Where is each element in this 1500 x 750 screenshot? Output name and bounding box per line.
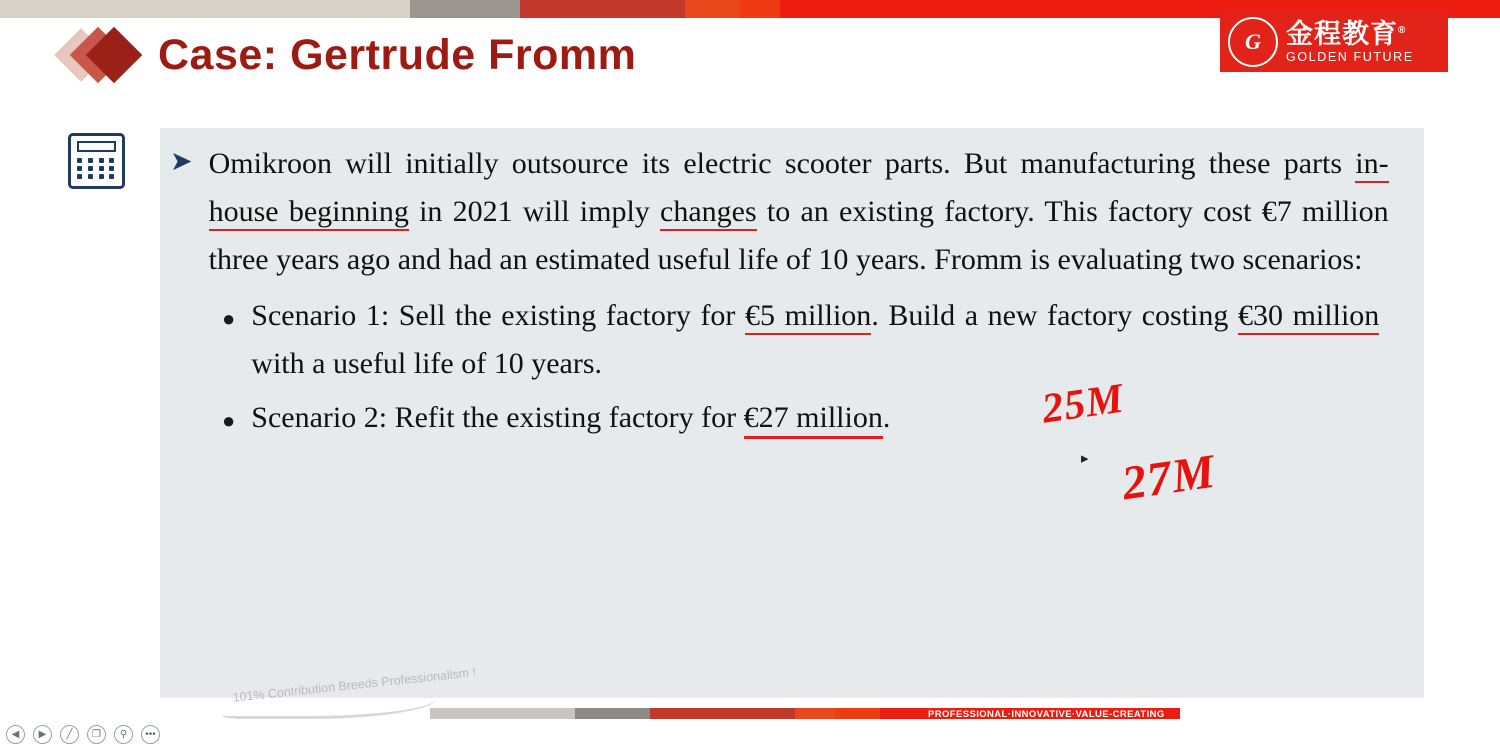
dot-bullet-icon: ● xyxy=(222,306,236,331)
top-bar-segment-3 xyxy=(685,0,740,18)
play-button[interactable]: ▶ xyxy=(33,725,52,744)
presentation-toolbar[interactable] xyxy=(6,725,160,744)
scenario-2-part-1: Scenario 2: Refit the existing factory for xyxy=(251,401,744,434)
footer-bar-segment-2 xyxy=(650,708,795,719)
scenario-2-text xyxy=(251,394,1379,442)
zoom-button[interactable]: ⚲ xyxy=(114,725,133,744)
more-options-button[interactable]: ••• xyxy=(141,725,160,744)
scenario-2-part-2: . xyxy=(882,401,891,434)
calculator-key xyxy=(109,174,114,179)
main-paragraph-text xyxy=(209,140,1389,284)
top-bar-segment-2 xyxy=(520,0,685,18)
ink-annotation-25m: 25M xyxy=(1039,375,1128,433)
calculator-key xyxy=(77,174,82,179)
footer-watermark: 101% Contribution Breeds Professionalism ! xyxy=(231,665,477,705)
ink-annotation-27m: 27M xyxy=(1118,444,1219,511)
top-bar-segment-0 xyxy=(0,0,410,18)
underline-changes: changes xyxy=(660,195,757,231)
registered-mark: ® xyxy=(1398,25,1407,37)
dot-bullet-icon: ● xyxy=(222,408,236,433)
arrow-bullet-icon: ➤ xyxy=(170,146,193,176)
calculator-icon xyxy=(68,133,125,189)
calculator-key xyxy=(88,158,93,163)
footer-bar-segment-4 xyxy=(835,708,880,719)
logo-chinese-name: 金程教育® xyxy=(1286,19,1407,50)
calculator-key xyxy=(109,166,114,171)
calculator-key xyxy=(88,166,93,171)
underline-27-million: €27 million xyxy=(744,401,883,439)
underline-30-million: €30 million xyxy=(1238,299,1379,335)
paragraph-part-3: to an existing factory. This factory cost €7 million three years ago and had an estimated useful life of 10 years. Fromm is evaluating two scenarios: xyxy=(208,195,1389,276)
paragraph-part-2: in 2021 will imply xyxy=(408,195,661,228)
calculator-key xyxy=(109,158,114,163)
top-bar-segment-1 xyxy=(410,0,520,18)
pen-button[interactable]: ╱ xyxy=(60,725,79,744)
page-title: Case: Gertrude Fromm xyxy=(158,30,637,79)
slides-button[interactable]: ❐ xyxy=(87,725,106,744)
diamond-mark-icon xyxy=(58,24,144,86)
scenario-list xyxy=(170,292,1420,442)
mouse-cursor: ▸ xyxy=(1081,451,1089,467)
calculator-keys xyxy=(77,158,117,179)
previous-button[interactable]: ◀ xyxy=(6,725,25,744)
scenario-1-part-3: with a useful life of 10 years. xyxy=(251,347,603,380)
paragraph-part-1: Omikroon will initially outsource its electric scooter parts. But manufacturing these parts xyxy=(208,147,1356,180)
footer-bar-segment-3 xyxy=(795,708,835,719)
slide-header xyxy=(58,24,636,86)
footer-bar-segment-0 xyxy=(430,708,575,719)
footer-tagline: PROFESSIONAL·INNOVATIVE·VALUE-CREATING xyxy=(928,709,1165,720)
list-item xyxy=(222,394,1420,442)
list-item xyxy=(222,292,1420,388)
brand-logo xyxy=(1220,12,1448,72)
calculator-key xyxy=(77,166,82,171)
logo-seal-icon: G xyxy=(1228,17,1278,67)
calculator-key xyxy=(77,158,82,163)
calculator-key xyxy=(99,158,104,163)
underline-in-house-beginning: in-house beginning xyxy=(209,147,1389,231)
slide-body xyxy=(170,140,1420,448)
scenario-1-part-1: Scenario 1: Sell the existing factory for xyxy=(251,299,746,332)
calculator-key xyxy=(88,174,93,179)
calculator-key xyxy=(99,166,104,171)
top-bar-segment-4 xyxy=(740,0,780,18)
main-paragraph xyxy=(170,140,1420,284)
underline-5-million: €5 million xyxy=(745,299,871,335)
logo-english-name: GOLDEN FUTURE xyxy=(1286,49,1414,64)
scenario-1-text xyxy=(251,292,1379,388)
calculator-screen xyxy=(77,141,116,152)
calculator-key xyxy=(99,174,104,179)
scenario-1-part-2: . Build a new factory costing xyxy=(871,299,1238,332)
footer-bar-segment-1 xyxy=(575,708,650,719)
